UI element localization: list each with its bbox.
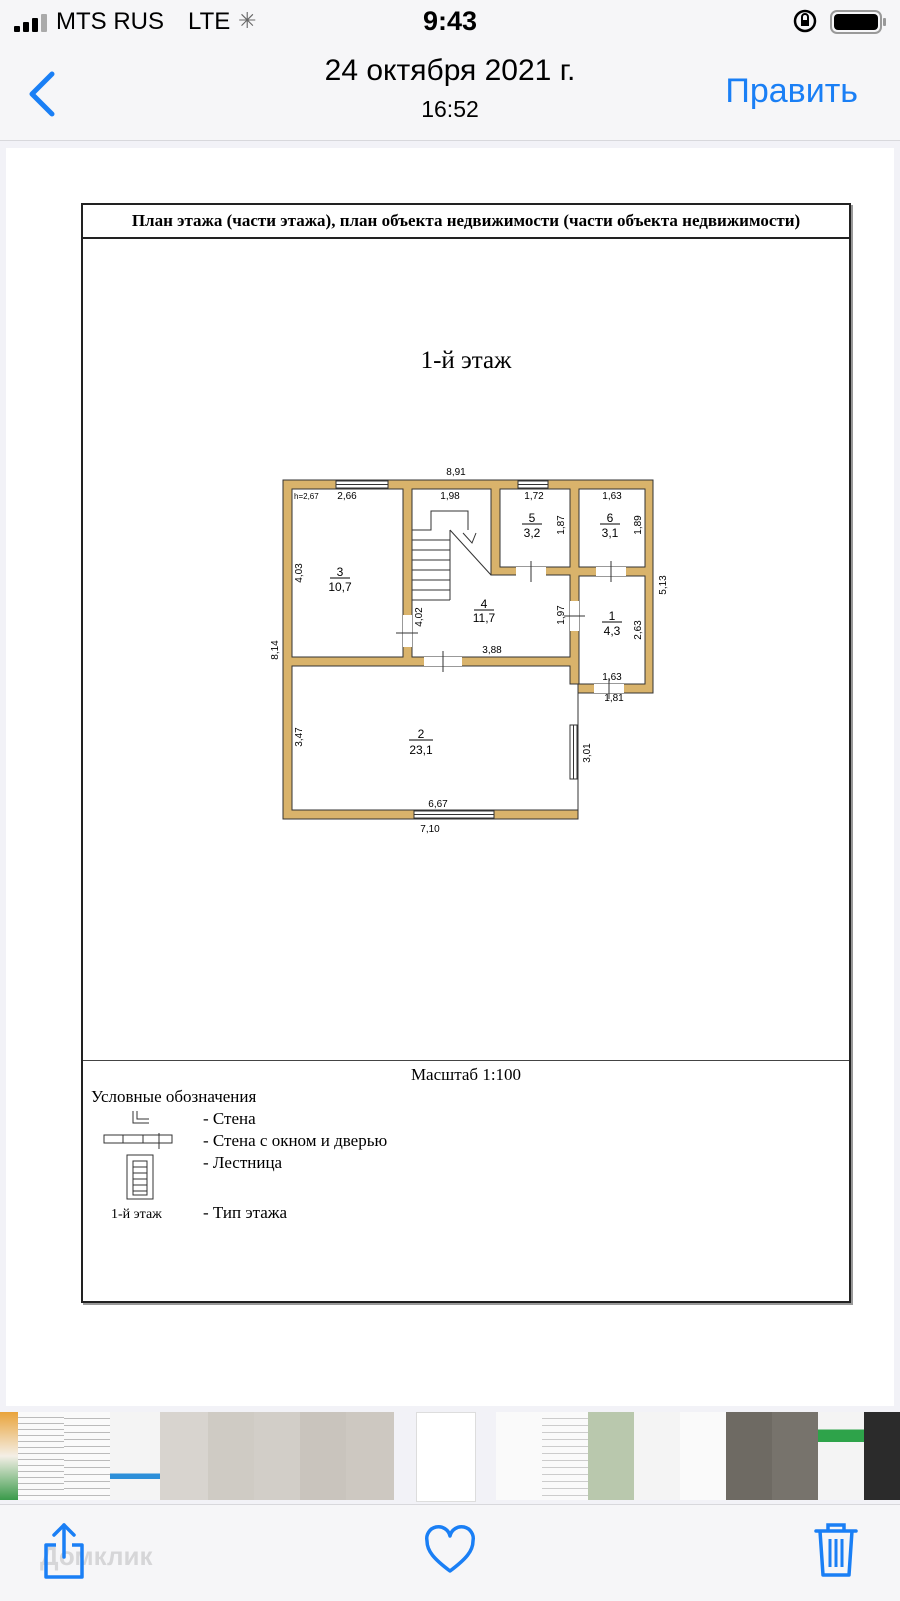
scale-label: Масштаб 1:100 xyxy=(410,1065,522,1084)
dim-r2-bottom: 6,67 xyxy=(428,799,448,810)
legend-title: Условные обозначения xyxy=(91,1087,257,1106)
status-time: 9:43 xyxy=(422,6,478,36)
thumbnail-current[interactable] xyxy=(416,1412,476,1502)
rotation-lock-icon xyxy=(792,8,818,34)
thumbnail[interactable] xyxy=(496,1412,542,1500)
thumbnail[interactable] xyxy=(818,1412,864,1500)
room-3-area: 10,7 xyxy=(328,580,352,594)
room-4-number: 4 xyxy=(480,597,488,611)
legend-floor-symbol-label: 1-й этаж xyxy=(111,1207,162,1222)
room-4-area: 11,7 xyxy=(472,611,496,625)
status-bar xyxy=(0,0,900,44)
heart-icon[interactable] xyxy=(424,1527,476,1575)
room-2-area: 23,1 xyxy=(409,743,433,757)
thumbnail[interactable] xyxy=(588,1412,634,1500)
legend-item-stairs: - Лестница xyxy=(203,1153,283,1172)
thumbnail[interactable] xyxy=(160,1412,208,1500)
navigation-bar xyxy=(0,44,900,141)
document-header: План этажа (части этажа), план объекта недвижимости (части объекта недвижимости) xyxy=(83,205,849,239)
legend-item-window-door: - Стена с окном и дверью xyxy=(203,1131,388,1150)
dim-r6-top: 1,63 xyxy=(602,491,622,502)
photo-viewer[interactable] xyxy=(6,148,894,1406)
thumbnail[interactable] xyxy=(864,1412,900,1500)
thumbnail[interactable] xyxy=(64,1412,110,1500)
thumbnail[interactable] xyxy=(254,1412,300,1500)
thumbnail[interactable] xyxy=(208,1412,254,1500)
dim-r1-bottom: 1,63 xyxy=(602,672,622,683)
share-icon[interactable] xyxy=(42,1523,86,1579)
thumbnail[interactable] xyxy=(542,1412,588,1500)
thumbnail-strip[interactable] xyxy=(0,1408,900,1504)
edit-button[interactable]: Править xyxy=(725,72,858,110)
thumbnail[interactable] xyxy=(680,1412,726,1500)
dim-r1-outer: 1,81 xyxy=(604,693,624,704)
legend-item-floor-type: - Тип этажа xyxy=(203,1203,288,1222)
thumbnail[interactable] xyxy=(346,1412,394,1500)
dim-r4-bottom: 3,88 xyxy=(482,645,502,656)
dim-r4-right: 1,97 xyxy=(556,605,567,625)
dim-stair-top: 1,98 xyxy=(440,491,460,502)
bottom-toolbar xyxy=(0,1504,900,1601)
dim-r5-top: 1,72 xyxy=(524,491,544,502)
thumbnail[interactable] xyxy=(18,1412,64,1500)
dim-height: h=2,67 xyxy=(294,492,319,501)
dim-r4-left: 4,02 xyxy=(414,607,425,627)
room-5-number: 5 xyxy=(528,511,536,525)
thumbnail[interactable] xyxy=(110,1412,160,1500)
carrier-name: MTS RUS xyxy=(56,8,164,35)
legend-item-wall: - Стена xyxy=(203,1109,256,1128)
battery-icon xyxy=(830,10,888,34)
floor-title: 1-й этаж xyxy=(420,347,512,374)
room-1-area: 4,3 xyxy=(603,624,621,638)
activity-spinner-icon: ✳ xyxy=(238,8,257,33)
dim-top: 8,91 xyxy=(446,467,466,478)
dim-r2-left: 3,47 xyxy=(294,727,305,747)
thumbnail[interactable] xyxy=(634,1412,680,1500)
dim-r3-left: 4,03 xyxy=(294,563,305,583)
room-2 xyxy=(292,666,578,810)
thumbnail[interactable] xyxy=(726,1412,772,1500)
room-1-number: 1 xyxy=(608,609,616,623)
legend-window-door-symbol xyxy=(103,1133,175,1151)
dim-r2-right: 3,01 xyxy=(582,743,593,763)
network-type: LTE xyxy=(188,8,231,35)
room-6-area: 3,1 xyxy=(601,526,619,540)
legend-wall-symbol xyxy=(131,1111,151,1127)
floor-plan-drawing xyxy=(270,467,678,835)
thumbnail[interactable] xyxy=(300,1412,346,1500)
dim-r1-side: 2,63 xyxy=(633,620,644,640)
photo-date-title: 24 октября 2021 г. xyxy=(324,54,576,87)
room-6-number: 6 xyxy=(606,511,614,525)
dim-left: 8,14 xyxy=(270,640,281,660)
legend-stair-symbol xyxy=(125,1153,155,1201)
dim-bottom: 7,10 xyxy=(420,824,440,835)
floor-plan-document xyxy=(81,203,851,1303)
dim-r6-side: 1,89 xyxy=(633,515,644,535)
dim-right: 5,13 xyxy=(658,575,669,595)
room-3-number: 3 xyxy=(336,565,344,579)
domclick-watermark: Домклик xyxy=(40,1541,153,1571)
photo-time-subtitle: 16:52 xyxy=(421,96,479,122)
room-5-area: 3,2 xyxy=(523,526,541,540)
legend-divider xyxy=(83,1060,849,1061)
thumbnail[interactable] xyxy=(0,1412,18,1500)
dim-r5-side: 1,87 xyxy=(556,515,567,535)
room-2-number: 2 xyxy=(417,727,425,741)
room-3 xyxy=(292,489,403,657)
trash-icon[interactable] xyxy=(814,1521,858,1579)
thumbnail[interactable] xyxy=(772,1412,818,1500)
dim-r3-top: 2,66 xyxy=(337,491,357,502)
